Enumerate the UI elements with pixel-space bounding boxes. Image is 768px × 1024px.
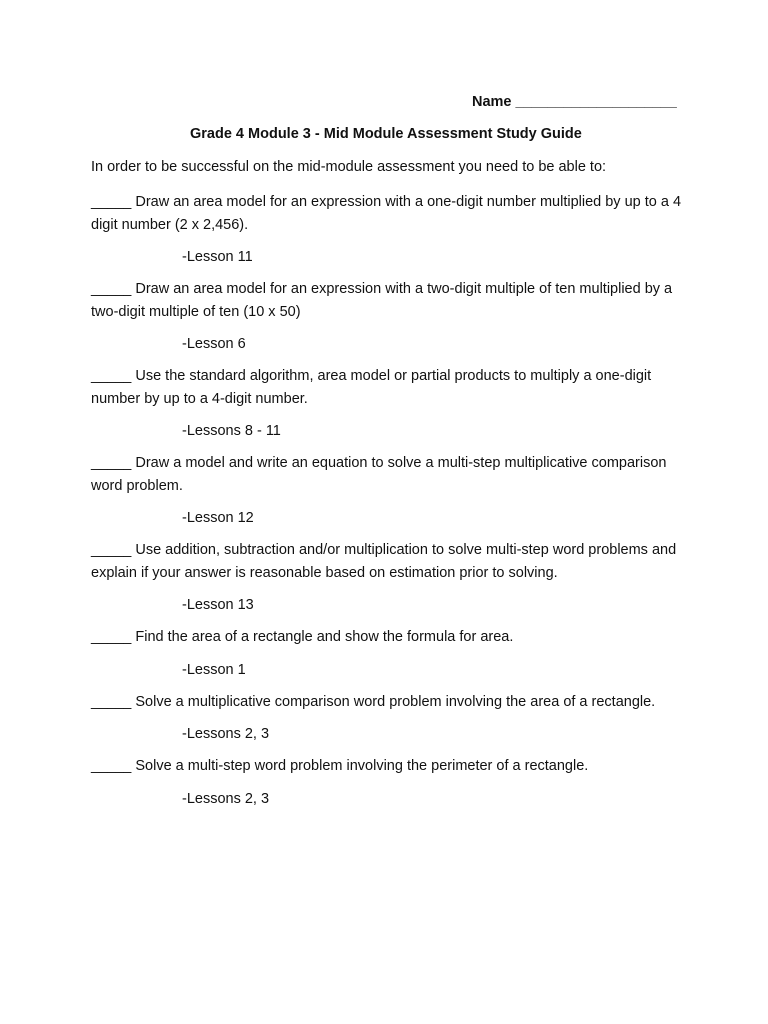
objective-text — [91, 755, 681, 778]
objective-text — [91, 691, 681, 714]
objectives-list — [91, 191, 681, 810]
objective-text — [91, 539, 681, 584]
list-item — [91, 278, 681, 355]
name-field — [472, 94, 677, 110]
objective-text — [91, 191, 681, 236]
lesson-reference: -Lesson 12 — [182, 510, 254, 526]
checkbox-blank: _____ — [91, 281, 132, 297]
objective-description: Draw a model and write an equation to solve a multi-step multiplicative comparison word problem. — [91, 455, 667, 494]
page-title: Grade 4 Module 3 - Mid Module Assessment Study Guide — [190, 126, 582, 142]
intro-text: In order to be successful on the mid-module assessment you need to be able to: — [91, 159, 607, 175]
objective-description: Use the standard algorithm, area model or partial products to multiply a one-digit number by up to a 4-digit number. — [91, 368, 652, 407]
lesson-reference: -Lesson 13 — [182, 597, 254, 613]
checkbox-blank: _____ — [91, 629, 132, 645]
checkbox-blank: _____ — [91, 758, 132, 774]
objective-description: Find the area of a rectangle and show the formula for area. — [135, 629, 514, 645]
objective-text — [91, 278, 681, 323]
objective-description: Solve a multiplicative comparison word problem involving the area of a rectangle. — [135, 693, 656, 710]
lesson-reference: -Lessons 2, 3 — [182, 726, 270, 742]
objective-description: Use addition, subtraction and/or multiplication to solve multi-step word problems and explain if your answer is reasonable based on estimation prior to solving. — [91, 542, 677, 581]
list-item — [91, 191, 681, 268]
lesson-reference: -Lesson 11 — [182, 249, 253, 265]
checkbox-blank: _____ — [91, 455, 132, 471]
list-item — [91, 691, 681, 746]
objective-text — [91, 626, 681, 649]
list-item — [91, 626, 681, 681]
objective-description: Draw an area model for an expression with a two-digit multiple of ten multiplied by a two-digit multiple of ten (10 x 50) — [91, 281, 673, 320]
objective-description: Draw an area model for an expression with a one-digit number multiplied by up to a 4 digit number (2 x 2,456). — [91, 194, 682, 233]
lesson-reference: -Lesson 6 — [182, 336, 246, 352]
name-label: Name — [472, 94, 512, 110]
objective-description: Solve a multi-step word problem involving the perimeter of a rectangle. — [135, 758, 589, 774]
lesson-reference: -Lessons 2, 3 — [182, 790, 270, 807]
lesson-reference: -Lessons 8 - 11 — [182, 423, 281, 439]
list-item — [91, 452, 681, 529]
list-item — [91, 365, 681, 442]
checkbox-blank: _____ — [91, 542, 132, 558]
list-item — [91, 539, 681, 616]
checkbox-blank: _____ — [91, 368, 132, 384]
list-item — [91, 755, 681, 810]
lesson-reference: -Lesson 1 — [182, 661, 246, 678]
name-blank: ____________________ — [515, 94, 677, 110]
objective-text — [91, 365, 681, 410]
checkbox-blank: _____ — [91, 693, 132, 710]
checkbox-blank: _____ — [91, 194, 132, 210]
objective-text — [91, 452, 681, 497]
